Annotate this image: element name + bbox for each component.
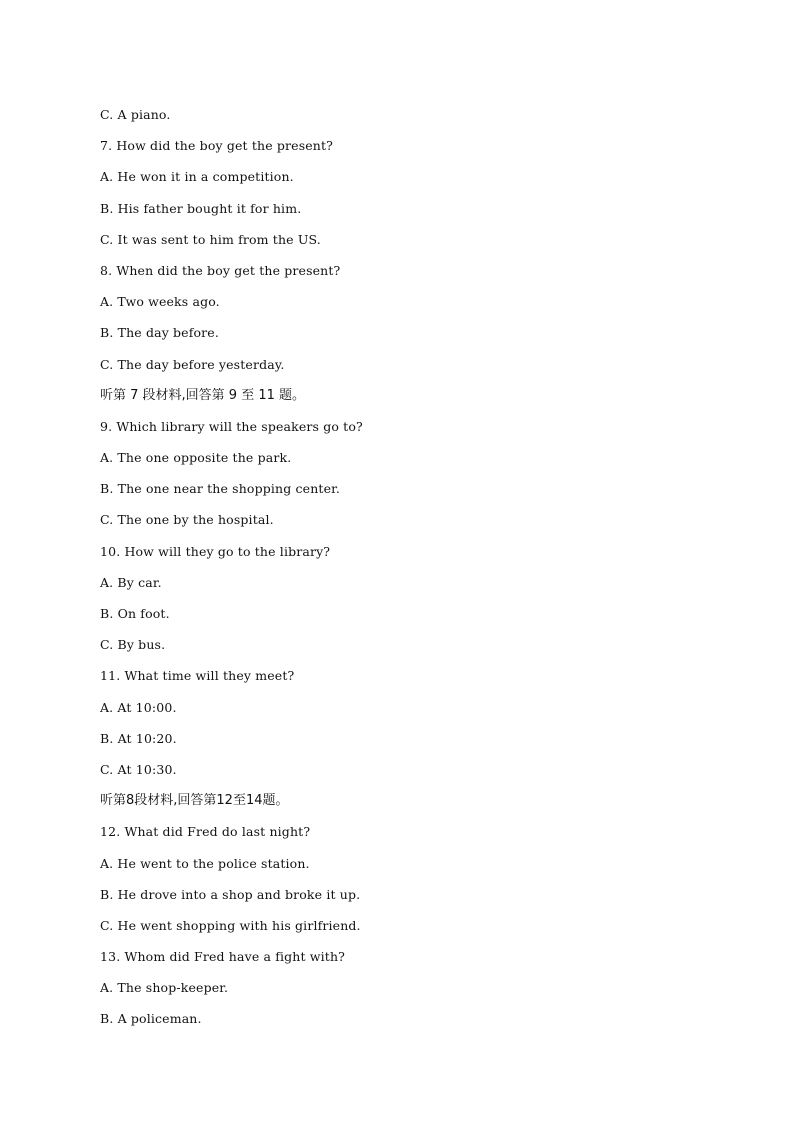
answer-option: C. A piano.: [100, 107, 171, 122]
answer-option: A. He went to the police station.: [100, 855, 310, 871]
question-9: 9. Which library will the speakers go to?: [100, 418, 363, 434]
answer-option: B. The one near the shopping center.: [100, 481, 340, 497]
answer-option: A. He won it in a competition.: [100, 169, 294, 185]
question-8: 8. When did the boy get the present?: [100, 262, 341, 278]
answer-option: C. By bus.: [100, 637, 166, 653]
answer-option: B. On foot.: [100, 606, 170, 621]
question-7: 7. How did the boy get the present?: [100, 138, 334, 154]
answer-option: A. Two weeks ago.: [100, 294, 220, 310]
answer-option: C. It was sent to him from the US.: [100, 231, 321, 247]
question-list: [100, 106, 700, 1042]
question-10: 10. How will they go to the library?: [100, 543, 331, 559]
answer-option: C. The one by the hospital.: [100, 512, 274, 528]
answer-option: A. The one opposite the park.: [100, 450, 292, 466]
answer-option: C. The day before yesterday.: [100, 356, 285, 372]
answer-option: B. He drove into a shop and broke it up.: [100, 886, 361, 902]
answer-option: A. By car.: [100, 574, 162, 590]
answer-option: C. At 10:30.: [100, 761, 177, 777]
question-13: 13. Whom did Fred have a fight with?: [100, 949, 346, 965]
question-11: 11. What time will they meet?: [100, 668, 295, 684]
answer-option: A. At 10:00.: [100, 699, 177, 715]
answer-option: B. At 10:20.: [100, 730, 177, 746]
answer-option: B. His father bought it for him.: [100, 200, 302, 216]
answer-option: B. A policeman.: [100, 1011, 202, 1027]
answer-option: B. The day before.: [100, 325, 219, 341]
answer-option: C. He went shopping with his girlfriend.: [100, 917, 361, 933]
section-heading: 听第 7 段材料,回答第 9 至 11 题。: [100, 387, 306, 403]
section-heading: 听第8段材料,回答第12至14题。: [100, 793, 289, 809]
question-12: 12. What did Fred do last night?: [100, 824, 311, 840]
answer-option: A. The shop-keeper.: [100, 980, 229, 996]
